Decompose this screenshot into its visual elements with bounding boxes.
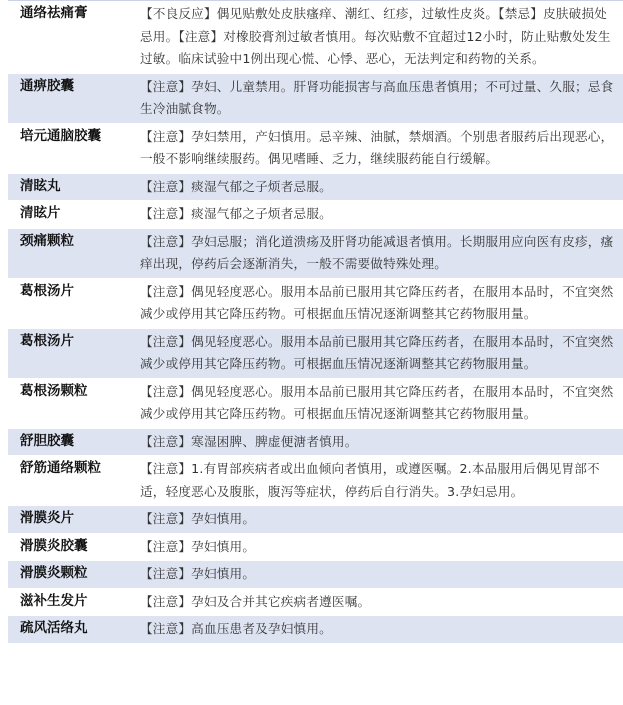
drug-name: 舒筋通络颗粒 — [20, 460, 101, 476]
drug-name: 清眩丸 — [20, 177, 61, 194]
drug-precaution-text: 【注意】孕妇忌服；消化道溃疡及肝肾功能减退者慎用。长期服用应向医有皮疹，瘙痒出现，停药后会逐渐消失，一般不需要做特殊处理。 — [140, 233, 614, 271]
drug-precaution-text: 【注意】孕妇禁用，产妇慎用。忌辛辣、油腻，禁烟酒。个别患者服药后出现恶心，一般不影响继续服药。偶见嗜睡、乏力，继续服药能自行缓解。 — [140, 128, 614, 166]
drug-precaution-text: 【注意】偶见轻度恶心。服用本品前已服用其它降压药者，在服用本品时，不宜突然减少或停用其它降压药物。可根据血压情况逐渐调整其它药物服用量。 — [140, 333, 614, 371]
table-row — [8, 616, 623, 644]
table-row — [8, 124, 623, 174]
drug-name: 滑膜炎片 — [20, 510, 74, 526]
drug-name: 滑膜炎颗粒 — [20, 565, 88, 581]
table-row — [8, 589, 623, 617]
table-row — [8, 506, 623, 534]
drug-precaution-text: 【注意】1.有胃部疾病者或出血倾向者慎用，或遵医嘱。2.本品服用后偶见胃部不适，轻度恶心及腹胀，腹泻等症状，停药后自行消失。3.孕妇忌用。 — [140, 461, 600, 499]
drug-precaution-text: 【注意】偶见轻度恶心。服用本品前已服用其它降压药者，在服用本品时，不宜突然减少或停用其它降压药物。可根据血压情况逐渐调整其它药物服用量。 — [140, 283, 614, 321]
drug-precaution-text: 【注意】孕妇、儿童禁用。肝肾功能损害与高血压患者慎用；不可过量、久服；忌食生冷油腻食物。 — [140, 78, 614, 116]
drug-precaution-text: 【注意】孕妇慎用。 — [140, 511, 256, 526]
drug-name: 清眩片 — [20, 205, 61, 221]
drug-name: 通络祛痛膏 — [20, 5, 88, 21]
drug-precaution-text: 【注意】痰湿气郁之子烦者忌服。 — [140, 178, 332, 194]
table-row — [8, 174, 623, 202]
drug-name: 葛根汤颗粒 — [20, 382, 88, 399]
table-row — [8, 456, 623, 506]
drug-name: 通痹胶囊 — [20, 77, 74, 94]
drug-precaution-text: 【注意】孕妇及合并其它疾病者遵医嘱。 — [140, 593, 371, 609]
drug-precautions-table — [8, 0, 623, 644]
drug-name: 舒胆胶囊 — [20, 432, 74, 449]
table-row — [8, 329, 623, 379]
drug-name: 葛根汤片 — [20, 282, 74, 299]
drug-precaution-text: 【不良反应】偶见贴敷处皮肤瘙痒、潮红、红疹，过敏性皮炎。【禁忌】皮肤破损处忌用。【注意】对橡胶膏剂过敏者慎用。每次贴敷不宜超过12小时，防止贴敷处发生过敏。临床试验中1例出现心慌、心悸、恶心，无法判定和药物的关系。 — [140, 6, 611, 66]
table-row — [8, 534, 623, 562]
drug-name: 滋补生发片 — [20, 592, 88, 609]
table-row — [8, 229, 623, 279]
table-row — [8, 1, 623, 74]
drug-name: 滑膜炎胶囊 — [20, 537, 88, 554]
drug-precaution-text: 【注意】痰湿气郁之子烦者忌服。 — [140, 206, 332, 221]
drug-name: 培元通脑胶囊 — [20, 127, 101, 144]
table-row — [8, 74, 623, 124]
drug-name: 葛根汤片 — [20, 332, 74, 349]
drug-name: 颈痛颗粒 — [20, 232, 74, 249]
drug-precaution-text: 【注意】寒湿困脾、脾虚便溏者慎用。 — [140, 433, 358, 449]
table-row — [8, 201, 623, 229]
table-row — [8, 429, 623, 457]
drug-precaution-text: 【注意】孕妇慎用。 — [140, 538, 256, 554]
drug-name: 疏风活络丸 — [20, 620, 88, 636]
drug-precaution-text: 【注意】高血压患者及孕妇慎用。 — [140, 621, 332, 636]
table-row — [8, 379, 623, 429]
table-row — [8, 561, 623, 589]
drug-precaution-text: 【注意】偶见轻度恶心。服用本品前已服用其它降压药者，在服用本品时，不宜突然减少或停用其它降压药物。可根据血压情况逐渐调整其它药物服用量。 — [140, 383, 614, 421]
table-row — [8, 279, 623, 329]
drug-precaution-text: 【注意】孕妇慎用。 — [140, 566, 256, 581]
